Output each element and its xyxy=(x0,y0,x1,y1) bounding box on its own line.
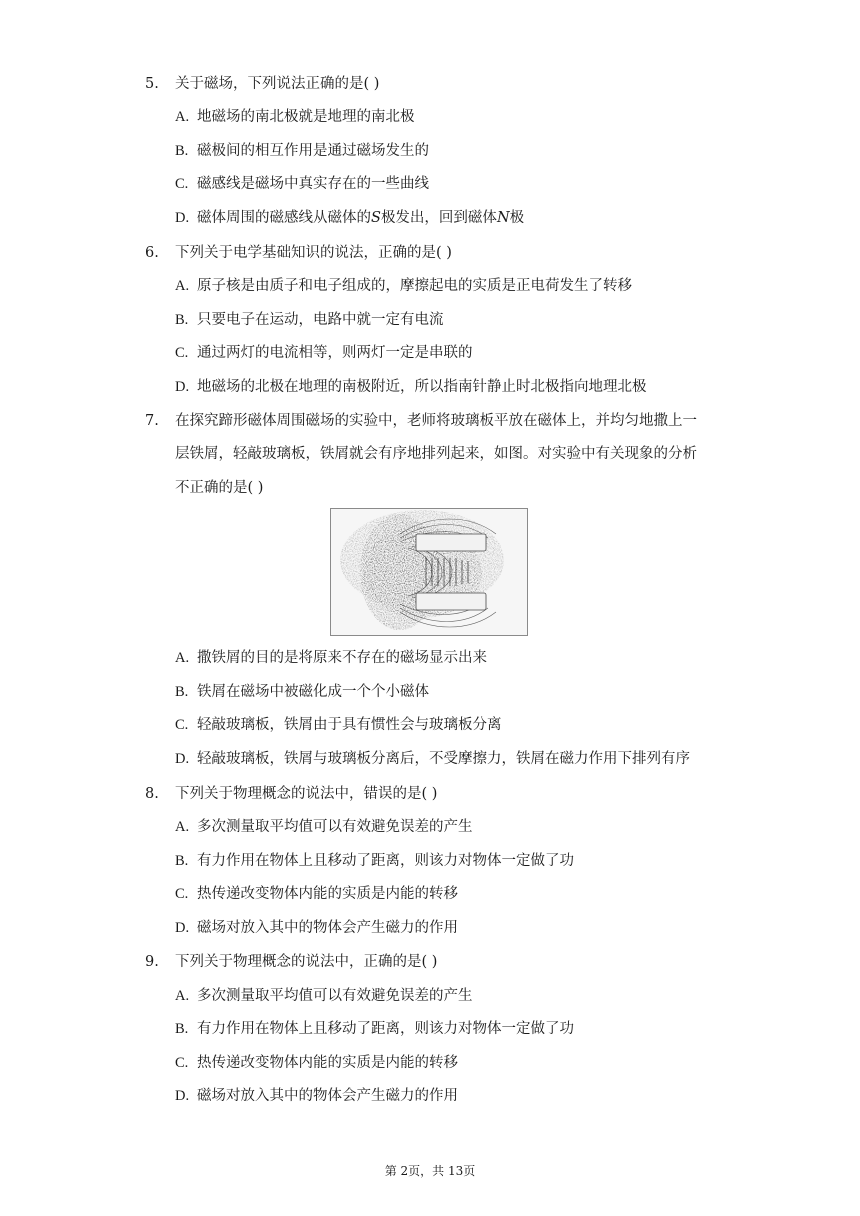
option-text: 有力作用在物体上且移动了距离，则该力对物体一定做了功 xyxy=(197,1021,574,1037)
question-6-option-d xyxy=(175,377,647,397)
question-5-option-d xyxy=(175,208,524,228)
option-text: 多次测量取平均值可以有效避免误差的产生 xyxy=(197,988,473,1004)
option-text: 磁极间的相互作用是通过磁场发生的 xyxy=(197,143,429,159)
question-text: 下列关于电学基础知识的说法，正确的是( ) xyxy=(175,245,452,261)
option-letter: B. xyxy=(175,684,189,700)
option-letter: D. xyxy=(175,379,190,395)
option-text: 地磁场的北极在地理的南极附近，所以指南针静止时北极指向地理北极 xyxy=(197,379,647,395)
option-text: 热传递改变物体内能的实质是内能的转移 xyxy=(197,1055,458,1071)
question-9-option-d xyxy=(175,1086,458,1106)
option-text: 磁场对放入其中的物体会产生磁力的作用 xyxy=(197,920,458,936)
option-text: 通过两灯的电流相等，则两灯一定是串联的 xyxy=(197,345,473,361)
question-8-option-d xyxy=(175,918,458,938)
option-text: 有力作用在物体上且移动了距离，则该力对物体一定做了功 xyxy=(197,853,574,869)
question-5-option-c xyxy=(175,174,429,194)
question-number: 5. xyxy=(145,76,159,92)
iron-filings-magnet-figure xyxy=(330,508,528,636)
question-9-option-a xyxy=(175,986,473,1006)
question-text-line: 在探究蹄形磁体周围磁场的实验中，老师将玻璃板平放在磁体上，并均匀地撒上一 xyxy=(175,413,697,429)
question-8-option-c xyxy=(175,884,458,904)
option-text: 撒铁屑的目的是将原来不存在的磁场显示出来 xyxy=(197,650,487,666)
question-7-option-d xyxy=(175,749,690,769)
option-letter: A. xyxy=(175,819,190,835)
page-footer: 第 2页，共 13页 xyxy=(384,1164,476,1178)
question-5-stem xyxy=(145,74,379,94)
option-letter: C. xyxy=(175,345,189,361)
question-5-option-a xyxy=(175,107,415,127)
question-6-stem xyxy=(145,243,452,263)
option-letter: C. xyxy=(175,1055,189,1071)
option-letter: C. xyxy=(175,886,189,902)
question-7-option-b xyxy=(175,682,429,702)
question-text: 关于磁场，下列说法正确的是( ) xyxy=(175,76,380,92)
option-text-part: 极发出，回到磁体 xyxy=(380,210,497,226)
question-7-option-c xyxy=(175,715,502,735)
question-7-option-a xyxy=(175,648,487,668)
question-6-option-a xyxy=(175,276,632,296)
option-text: 铁屑在磁场中被磁化成一个个小磁体 xyxy=(197,684,429,700)
question-6-option-c xyxy=(175,343,473,363)
option-letter: B. xyxy=(175,143,189,159)
option-text: 地磁场的南北极就是地理的南北极 xyxy=(197,109,415,125)
option-letter: D. xyxy=(175,751,190,767)
question-6-option-b xyxy=(175,310,444,330)
option-letter: C. xyxy=(175,717,189,733)
option-text: 原子核是由质子和电子组成的，摩擦起电的实质是正电荷发生了转移 xyxy=(197,278,632,294)
option-letter: A. xyxy=(175,988,190,1004)
option-text-part: 极 xyxy=(509,210,525,226)
option-text: 只要电子在运动，电路中就一定有电流 xyxy=(197,312,444,328)
question-5-option-b xyxy=(175,141,429,161)
question-number: 8. xyxy=(145,786,159,802)
question-8-option-b xyxy=(175,851,574,871)
option-letter: B. xyxy=(175,853,189,869)
option-text: 磁感线是磁场中真实存在的一些曲线 xyxy=(197,176,429,192)
question-9-option-c xyxy=(175,1053,458,1073)
question-9-option-b xyxy=(175,1019,574,1039)
option-text: 轻敲玻璃板，铁屑由于具有惯性会与玻璃板分离 xyxy=(197,717,502,733)
option-letter: D. xyxy=(175,210,190,226)
option-text: 多次测量取平均值可以有效避免误差的产生 xyxy=(197,819,473,835)
option-letter: A. xyxy=(175,278,190,294)
option-letter: B. xyxy=(175,312,189,328)
question-7-stem-line-3: 不正确的是( ) xyxy=(175,480,264,496)
option-text: 热传递改变物体内能的实质是内能的转移 xyxy=(197,886,458,902)
question-number: 7. xyxy=(145,413,159,429)
question-text: 下列关于物理概念的说法中，正确的是( ) xyxy=(175,954,438,970)
question-8-stem xyxy=(145,784,437,804)
option-letter: D. xyxy=(175,920,190,936)
option-letter: D. xyxy=(175,1088,190,1104)
question-9-stem xyxy=(145,952,437,972)
option-letter: B. xyxy=(175,1021,189,1037)
option-text-part: 磁体周围的磁感线从磁体的 xyxy=(197,210,371,226)
question-number: 6. xyxy=(145,245,159,261)
option-letter: C. xyxy=(175,176,189,192)
option-letter: A. xyxy=(175,650,190,666)
pole-symbol-s: S xyxy=(371,210,381,226)
question-number: 9. xyxy=(145,954,159,970)
option-letter: A. xyxy=(175,109,190,125)
pole-symbol-n: N xyxy=(496,210,510,226)
question-7-stem xyxy=(145,411,697,431)
option-text: 磁场对放入其中的物体会产生磁力的作用 xyxy=(197,1088,458,1104)
question-7-stem-line-2: 层铁屑，轻敲玻璃板，铁屑就会有序地排列起来，如图。对实验中有关现象的分析 xyxy=(175,446,697,462)
question-8-option-a xyxy=(175,817,473,837)
question-text: 下列关于物理概念的说法中，错误的是( ) xyxy=(175,786,438,802)
option-text: 轻敲玻璃板，铁屑与玻璃板分离后，不受摩擦力，铁屑在磁力作用下排列有序 xyxy=(197,751,690,767)
